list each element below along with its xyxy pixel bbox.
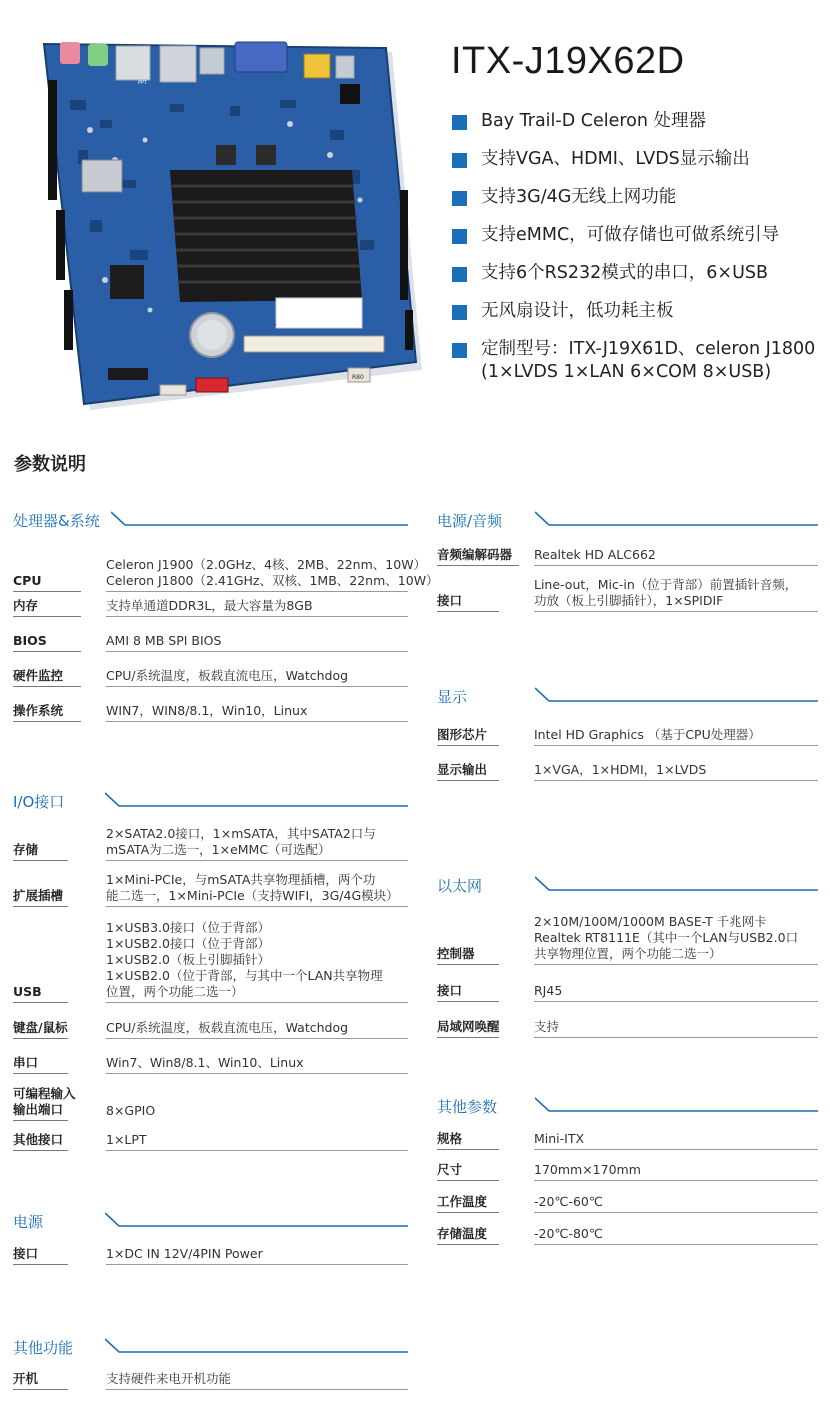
section-title: 电源 — [13, 1213, 44, 1231]
section-title: 其他功能 — [13, 1339, 74, 1357]
feature-list — [452, 110, 824, 399]
spec-key: 尺寸 — [437, 1162, 499, 1181]
spec-row-os — [13, 700, 408, 722]
spec-value: Win7、Win8/8.1、Win10、Linux — [106, 1055, 408, 1074]
feature-text: 支持VGA、HDMI、LVDS显示输出 — [481, 149, 750, 169]
spec-key: 图形芯片 — [437, 727, 499, 746]
feature-item — [452, 148, 824, 171]
section-header — [13, 1337, 408, 1359]
section-divider-icon — [111, 510, 408, 530]
spec-value: 2×10M/100M/1000M BASE-T 千兆网卡 Realtek RT8111E（其中一个LAN与USB2.0口 共享物理位置，两个功能二选一） — [534, 914, 818, 965]
section-ethernet — [437, 875, 818, 1034]
section-header — [13, 791, 408, 813]
spec-row-wake-on-lan — [437, 1016, 818, 1038]
spec-row-gpio — [13, 1083, 408, 1121]
spec-row-power-connector — [13, 1243, 408, 1265]
product-title: ITX-J19X62D — [451, 40, 685, 82]
spec-key: 扩展插槽 — [13, 888, 68, 907]
section-title: 处理器&系统 — [13, 512, 100, 530]
spec-row-memory — [13, 595, 408, 617]
spec-value: RJ45 — [534, 983, 818, 1002]
spec-key: 工作温度 — [437, 1194, 499, 1213]
spec-row-display-output — [437, 759, 818, 781]
feature-item — [452, 224, 824, 247]
motherboard-image — [30, 40, 425, 412]
spec-key: 规格 — [437, 1131, 499, 1150]
section-title: I/O接口 — [13, 793, 65, 811]
feature-text: 定制型号：ITX-J19X61D、celeron J1800 — [481, 339, 816, 359]
spec-key: BIOS — [13, 633, 81, 652]
spec-key: 存储 — [13, 842, 68, 861]
spec-key: 接口 — [437, 593, 499, 612]
section-divider-icon — [105, 791, 408, 811]
feature-item — [452, 262, 824, 285]
spec-row-dimensions — [437, 1159, 818, 1181]
section-header — [437, 510, 818, 532]
section-divider-icon — [535, 686, 818, 706]
section-divider-icon — [535, 510, 818, 530]
section-title: 其他参数 — [437, 1098, 498, 1116]
section-title: 显示 — [437, 688, 468, 706]
feature-item — [452, 338, 824, 384]
spec-value: 170mm×170mm — [534, 1162, 818, 1181]
square-bullet-icon — [452, 191, 467, 206]
feature-text: (1×LVDS 1×LAN 6×COM 8×USB) — [481, 362, 772, 382]
spec-value: 支持单通道DDR3L，最大容量为8GB — [106, 598, 408, 617]
spec-value: 1×VGA，1×HDMI，1×LVDS — [534, 762, 818, 781]
section-power — [13, 1211, 408, 1261]
spec-row-audio-port — [437, 574, 818, 612]
spec-key: CPU — [13, 573, 81, 592]
spec-row-storage — [13, 825, 408, 861]
square-bullet-icon — [452, 267, 467, 282]
spec-key: 显示输出 — [437, 762, 499, 781]
spec-row-gpu — [437, 724, 818, 746]
ppt-label: PPT — [138, 80, 148, 86]
spec-value: Intel HD Graphics （基于CPU处理器） — [534, 727, 818, 746]
section-header — [437, 686, 818, 708]
spec-key: 控制器 — [437, 946, 499, 965]
spec-row-form-factor — [437, 1128, 818, 1150]
spec-row-lan-controller — [437, 909, 818, 965]
section-other-functions — [13, 1337, 408, 1386]
section-title: 电源/音频 — [437, 512, 503, 530]
spec-row-operating-temp — [437, 1191, 818, 1213]
square-bullet-icon — [452, 305, 467, 320]
spec-value: -20℃-80℃ — [534, 1226, 818, 1245]
spec-value: Celeron J1900（2.0GHz、4核、2MB、22nm、10W） Celeron J1800（2.41GHz、双核、1MB、22nm、10W） — [106, 557, 408, 592]
spec-key: 硬件监控 — [13, 668, 81, 687]
feature-item — [452, 186, 824, 209]
spec-value: 1×LPT — [106, 1132, 408, 1151]
section-divider-icon — [105, 1337, 408, 1357]
spec-row-hw-monitor — [13, 665, 408, 687]
square-bullet-icon — [452, 229, 467, 244]
spec-key: 其他接口 — [13, 1132, 68, 1151]
spec-key: 内存 — [13, 598, 81, 617]
spec-value: CPU/系统温度，板载直流电压，Watchdog — [106, 1020, 408, 1039]
spec-key: 键盘/鼠标 — [13, 1020, 68, 1039]
section-divider-icon — [535, 1096, 818, 1116]
spec-row-cpu — [13, 546, 439, 592]
spec-key: 局域网唤醒 — [437, 1019, 499, 1038]
section-io — [13, 791, 408, 1147]
r80-label: R80 — [352, 374, 364, 381]
spec-value: 支持 — [534, 1019, 818, 1038]
feature-text: 支持3G/4G无线上网功能 — [481, 187, 677, 207]
spec-value: 8×GPIO — [106, 1103, 156, 1118]
params-heading: 参数说明 — [14, 454, 86, 475]
spec-value: 1×DC IN 12V/4PIN Power — [106, 1246, 408, 1265]
section-divider-icon — [105, 1211, 408, 1231]
spec-row-lan-port — [437, 980, 818, 1002]
spec-row-usb — [13, 917, 408, 1003]
square-bullet-icon — [452, 115, 467, 130]
feature-item — [452, 110, 824, 133]
spec-value: CPU/系统温度，板载直流电压，Watchdog — [106, 668, 408, 687]
spec-row-keyboard-mouse — [13, 1017, 408, 1039]
spec-value: Realtek HD ALC662 — [534, 547, 818, 566]
feature-text: 支持eMMC，可做存储也可做系统引导 — [481, 225, 780, 245]
spec-row-expansion — [13, 871, 408, 907]
spec-key: 操作系统 — [13, 703, 81, 722]
spec-value: WIN7，WIN8/8.1，Win10，Linux — [106, 703, 408, 722]
spec-key: 开机 — [13, 1371, 68, 1390]
spec-key: 接口 — [13, 1246, 68, 1265]
section-display — [437, 686, 818, 777]
spec-value: 1×Mini-PCIe，与mSATA共享物理插槽，两个功 能二选一，1×Mini-PCIe（支持WIFI，3G/4G模块） — [106, 872, 408, 907]
section-header — [437, 1096, 818, 1118]
spec-value: -20℃-60℃ — [534, 1194, 818, 1213]
spec-key: USB — [13, 984, 68, 1003]
feature-item — [452, 300, 824, 323]
spec-key: 可编程输入 输出端口 — [13, 1086, 68, 1121]
spec-row-audio-codec — [437, 544, 818, 566]
section-other-params — [437, 1096, 818, 1241]
spec-value: AMI 8 MB SPI BIOS — [106, 633, 408, 652]
spec-key: 存储温度 — [437, 1226, 499, 1245]
spec-row-power-on — [13, 1368, 408, 1390]
spec-row-bios — [13, 630, 408, 652]
feature-text: 支持6个RS232模式的串口，6×USB — [481, 263, 769, 283]
feature-text: Bay Trail-D Celeron 处理器 — [481, 111, 707, 131]
spec-value: 2×SATA2.0接口，1×mSATA，其中SATA2口与 mSATA为二选一，1×eMMC（可选配） — [106, 826, 408, 861]
square-bullet-icon — [452, 153, 467, 168]
spec-row-storage-temp — [437, 1223, 818, 1245]
section-divider-icon — [535, 875, 818, 895]
spec-value: 1×USB3.0接口（位于背部） 1×USB2.0接口（位于背部） 1×USB2.0（板上引脚插针） 1×USB2.0（位于背部，与其中一个LAN共享物理 位置，两个功能二选一） — [106, 920, 408, 1003]
spec-value: 支持硬件来电开机功能 — [106, 1371, 408, 1390]
feature-text: 无风扇设计，低功耗主板 — [481, 301, 674, 321]
spec-value: Line-out，Mic-in（位于背部）前置插针音频， 功放（板上引脚插针），1×SPIDIF — [534, 577, 818, 612]
spec-row-serial — [13, 1052, 408, 1074]
spec-key: 音频编解码器 — [437, 547, 519, 566]
spec-key: 串口 — [13, 1055, 68, 1074]
spec-key: 接口 — [437, 983, 499, 1002]
spec-value: Mini-ITX — [534, 1131, 818, 1150]
section-audio — [437, 510, 818, 608]
spec-row-other-io — [13, 1129, 408, 1151]
rohs-label: RoHS — [258, 320, 277, 328]
section-header — [437, 875, 818, 897]
section-header — [13, 1211, 408, 1233]
section-header — [13, 510, 408, 532]
square-bullet-icon — [452, 343, 467, 358]
section-title: 以太网 — [437, 877, 483, 895]
section-cpu-system — [13, 510, 439, 718]
